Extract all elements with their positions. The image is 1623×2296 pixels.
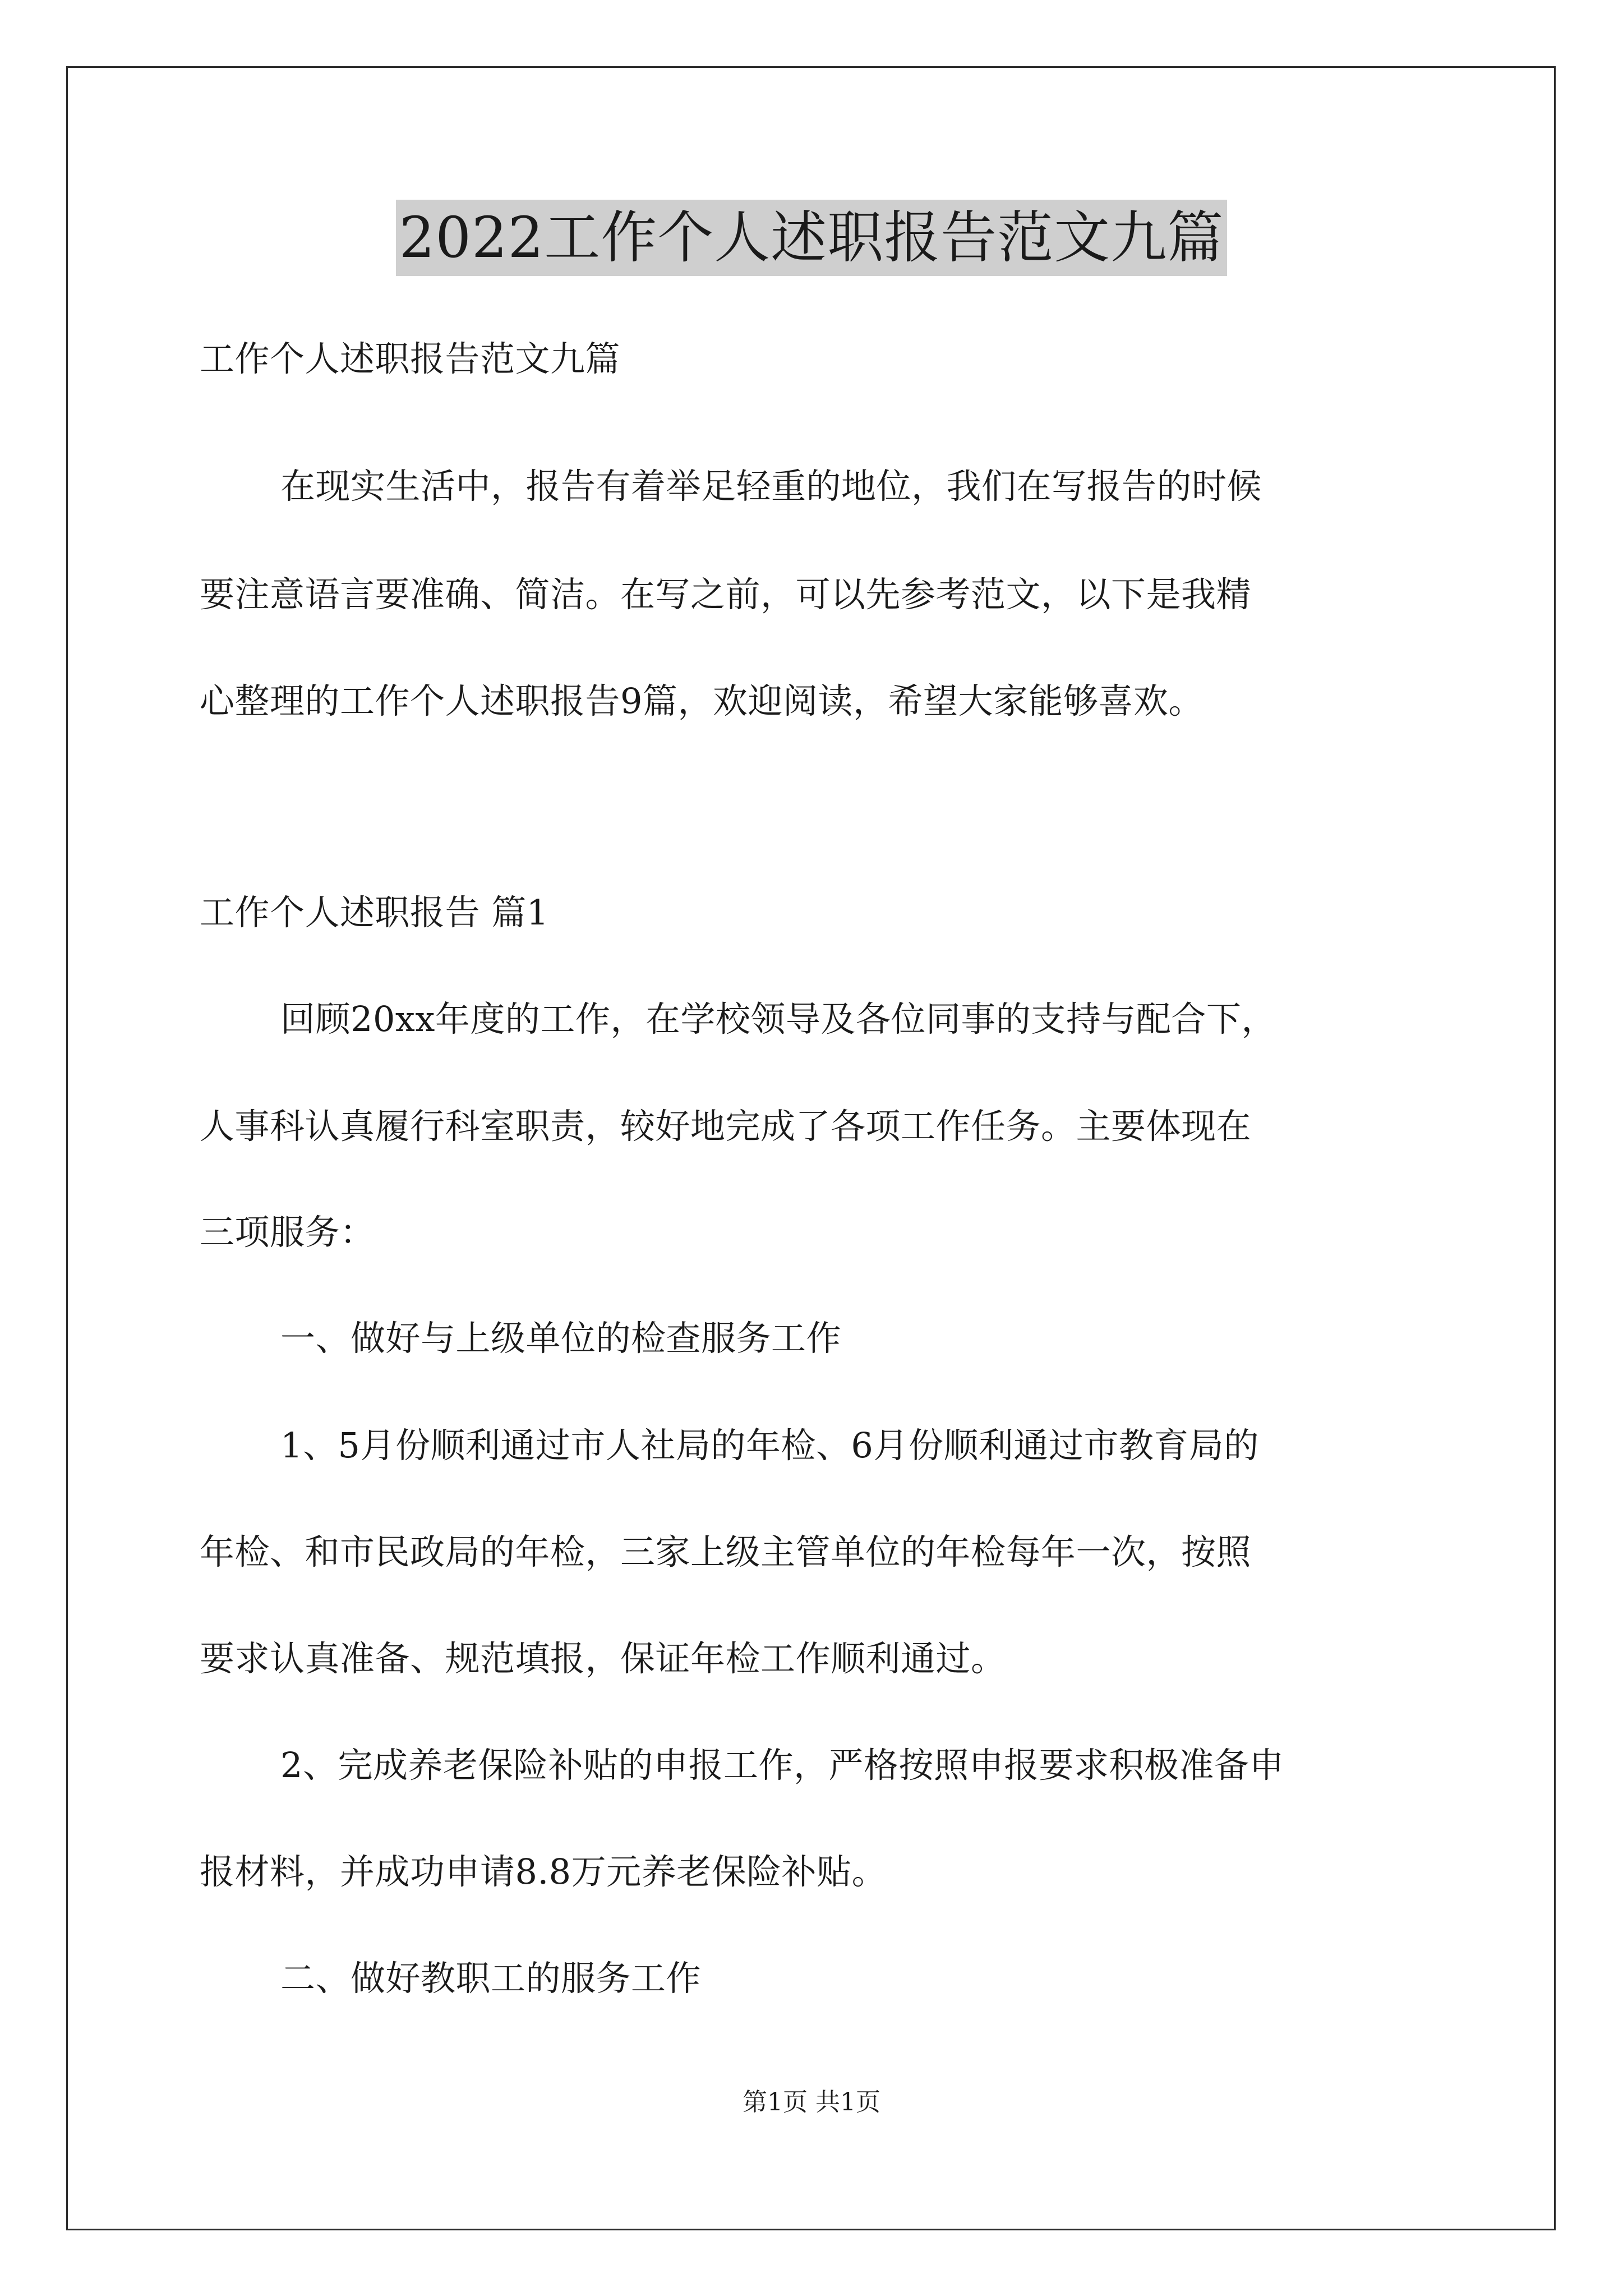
body-line-9: 报材料，并成功申请8.8万元养老保险补贴。 <box>200 1851 887 1892</box>
body-line-4: 一、做好与上级单位的检查服务工作 <box>280 1318 842 1359</box>
body-line-6: 年检、和市民政局的年检，三家上级主管单位的年检每年一次，按照 <box>200 1531 1252 1572</box>
document-subtitle: 工作个人述职报告范文九篇 <box>200 338 621 379</box>
intro-line-2: 要注意语言要准确、简洁。在写之前，可以先参考范文，以下是我精 <box>200 574 1252 615</box>
body-line-7: 要求认真准备、规范填报，保证年检工作顺利通过。 <box>200 1638 1006 1679</box>
document-title: 2022工作个人述职报告范文九篇 <box>396 200 1228 276</box>
body-line-1: 回顾20xx年度的工作，在学校领导及各位同事的支持与配合下， <box>280 999 1276 1039</box>
page-number-footer: 第1页 共1页 <box>743 2088 880 2116</box>
body-line-2: 人事科认真履行科室职责，较好地完成了各项工作任务。主要体现在 <box>200 1106 1252 1147</box>
intro-line-1: 在现实生活中，报告有着举足轻重的地位，我们在写报告的时候 <box>280 466 1262 507</box>
title-area <box>0 200 1623 276</box>
body-line-8: 2、完成养老保险补贴的申报工作，严格按照申报要求积极准备申 <box>280 1745 1284 1786</box>
body-line-5: 1、5月份顺利通过市人社局的年检、6月份顺利通过市教育局的 <box>280 1425 1259 1466</box>
section-heading: 工作个人述职报告 篇1 <box>200 892 549 933</box>
body-line-10: 二、做好教职工的服务工作 <box>280 1958 702 1999</box>
body-line-3: 三项服务： <box>200 1212 375 1253</box>
intro-line-3: 心整理的工作个人述职报告9篇，欢迎阅读，希望大家能够喜欢。 <box>200 680 1204 721</box>
